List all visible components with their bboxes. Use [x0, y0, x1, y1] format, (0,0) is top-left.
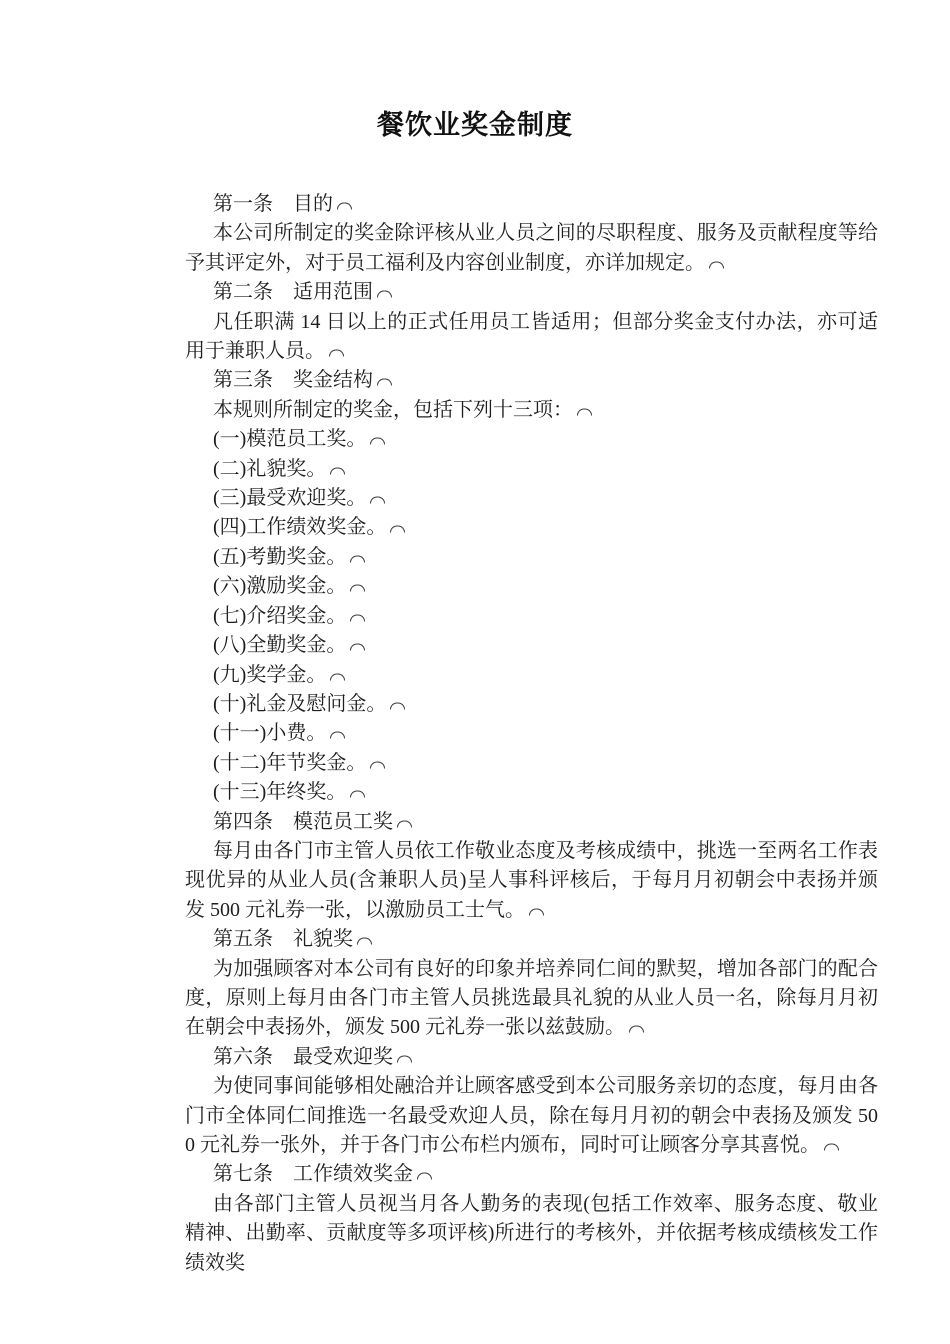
paragraph-mark-icon — [330, 732, 345, 739]
paragraph-mark-icon — [397, 820, 412, 827]
list-item — [185, 719, 878, 748]
paragraph-mark-icon — [370, 497, 385, 504]
paragraph-text: 本规则所制定的奖金，包括下列十三项： — [213, 398, 573, 421]
paragraph-text: (十一)小费。 — [213, 722, 327, 745]
paragraph-text: 第二条 适用范围 — [213, 281, 373, 304]
list-item — [185, 602, 878, 631]
paragraph-text: (十三)年终奖。 — [213, 781, 347, 804]
paragraph-mark-icon — [629, 1026, 644, 1033]
list-item — [185, 631, 878, 660]
paragraph-mark-icon — [329, 350, 344, 357]
paragraph-text: (八)全勤奖金。 — [213, 634, 347, 657]
paragraph — [185, 955, 878, 1043]
paragraph-mark-icon — [417, 1173, 432, 1180]
list-item — [185, 425, 878, 454]
paragraph — [185, 837, 878, 925]
paragraph-text: 凡任职满 14 日以上的正式任用员工皆适用；但部分奖金支付办法，亦可适用于兼职人员。 — [185, 310, 878, 363]
document-title: 餐饮业奖金制度 — [377, 110, 573, 140]
article-heading — [185, 808, 878, 837]
paragraph — [185, 396, 878, 425]
paragraph-mark-icon — [370, 438, 385, 445]
list-item — [185, 455, 878, 484]
paragraph-text: 为使同事间能够相处融洽并让顾客感受到本公司服务亲切的态度，每月由各门市全体同仁间推选一名最受欢迎人员，除在每月月初的朝会中表扬及颁发 500 元礼券一张外，并于各门市公布栏内颁布，同时可让顾客分享其喜悦。 — [185, 1075, 878, 1156]
list-item — [185, 690, 878, 719]
article-heading — [185, 278, 878, 307]
paragraph-text: (四)工作绩效奖金。 — [213, 516, 387, 539]
list-item — [185, 661, 878, 690]
paragraph-mark-icon — [357, 938, 372, 945]
paragraph-mark-icon — [397, 1055, 412, 1062]
paragraph-mark-icon — [377, 379, 392, 386]
article-heading — [185, 366, 878, 395]
paragraph-text: 第三条 奖金结构 — [213, 369, 373, 392]
list-item — [185, 572, 878, 601]
paragraph-mark-icon — [330, 673, 345, 680]
list-item — [185, 543, 878, 572]
paragraph-mark-icon — [350, 644, 365, 651]
paragraph-text: (十二)年节奖金。 — [213, 751, 367, 774]
list-item — [185, 484, 878, 513]
article-heading — [185, 925, 878, 954]
paragraph-mark-icon — [350, 585, 365, 592]
paragraph-mark-icon — [709, 261, 724, 268]
paragraph — [185, 308, 878, 367]
paragraph — [185, 219, 878, 278]
document-body — [185, 190, 878, 1278]
paragraph-text: 第一条 目的 — [213, 193, 333, 215]
paragraph-text: 为加强顾客对本公司有良好的印象并培养同仁间的默契，增加各部门的配合度，原则上每月由各门市主管人员挑选最具礼貌的从业人员一名，除每月月初在朝会中表扬外，颁发 500 元礼券一张以兹鼓励。 — [185, 957, 878, 1039]
list-item — [185, 778, 878, 807]
paragraph-mark-icon — [529, 908, 544, 915]
paragraph-text: (七)介绍奖金。 — [213, 604, 347, 627]
article-heading — [185, 1043, 878, 1072]
paragraph-text: (六)激励奖金。 — [213, 575, 347, 598]
paragraph-text: (九)奖学金。 — [213, 663, 327, 686]
paragraph-text: 第六条 最受欢迎奖 — [213, 1045, 393, 1068]
paragraph-text: (二)礼貌奖。 — [213, 457, 327, 480]
paragraph-mark-icon — [330, 467, 345, 474]
paragraph-mark-icon — [577, 408, 592, 415]
paragraph — [185, 1072, 878, 1160]
paragraph-mark-icon — [350, 791, 365, 798]
list-item — [185, 749, 878, 778]
paragraph-text: (三)最受欢迎奖。 — [213, 487, 367, 510]
article-heading — [185, 190, 878, 219]
paragraph — [185, 1190, 878, 1278]
article-heading — [185, 1160, 878, 1189]
paragraph-text: (十)礼金及慰问金。 — [213, 692, 387, 715]
list-item — [185, 513, 878, 542]
paragraph-text: 第五条 礼貌奖 — [213, 928, 353, 951]
paragraph-mark-icon — [350, 555, 365, 562]
paragraph-text: (五)考勤奖金。 — [213, 545, 347, 568]
paragraph-mark-icon — [377, 291, 392, 298]
paragraph-mark-icon — [390, 702, 405, 709]
paragraph-text: 由各部门主管人员视当月各人勤务的表现(包括工作效率、服务态度、敬业精神、出勤率、贡献度等多项评核)所进行的考核外，并依据考核成绩核发工作绩效奖 — [185, 1192, 878, 1274]
paragraph-text: (一)模范员工奖。 — [213, 428, 367, 451]
paragraph-mark-icon — [824, 1144, 839, 1151]
paragraph-text: 每月由各门市主管人员依工作敬业态度及考核成绩中，挑选一至两名工作表现优异的从业人员(含兼职人员)呈人事科评核后，于每月月初朝会中表扬并颁发 500 元礼券一张，以激励员工士气。 — [185, 839, 878, 921]
paragraph-mark-icon — [390, 526, 405, 533]
paragraph-mark-icon — [350, 614, 365, 621]
paragraph-text: 第四条 模范员工奖 — [213, 810, 393, 833]
paragraph-text: 本公司所制定的奖金除评核从业人员之间的尽职程度、服务及贡献程度等给予其评定外，对于员工福利及内容创业制度，亦详加规定。 — [185, 222, 878, 274]
paragraph-mark-icon — [337, 203, 352, 210]
paragraph-text: 第七条 工作绩效奖金 — [213, 1163, 413, 1186]
paragraph-mark-icon — [370, 761, 385, 768]
